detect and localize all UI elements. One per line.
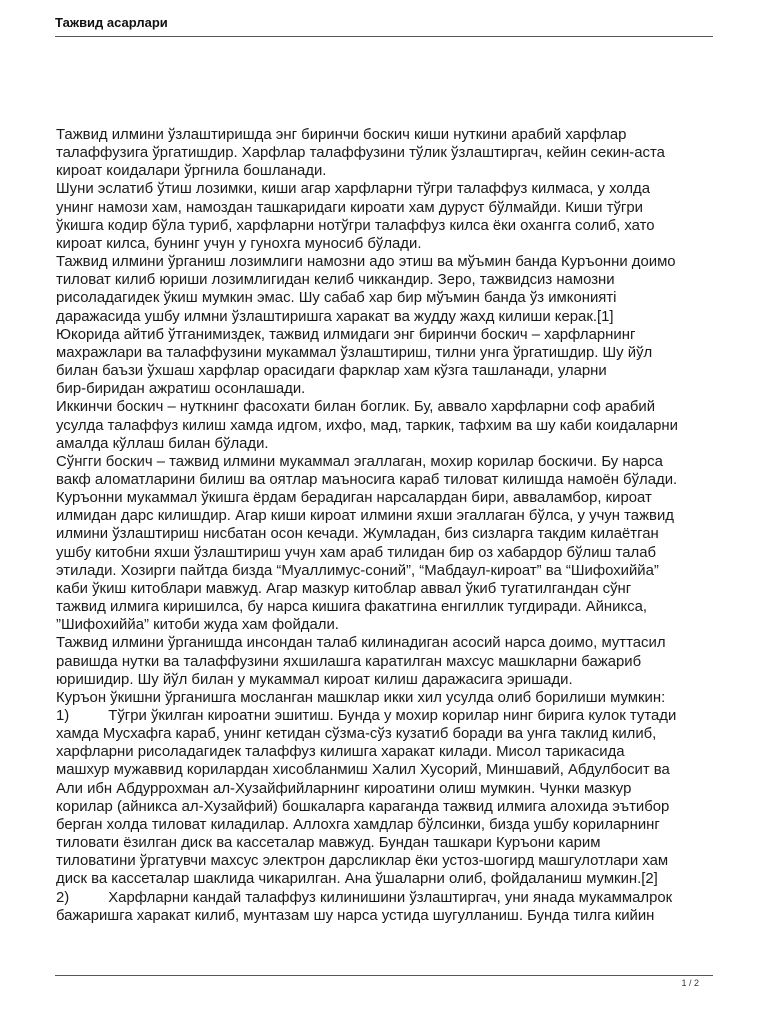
text-line: рисоладагидек ўкиш мумкин эмас. Шу сабаб хар бир мўъмин банда ўз имкониятi [56,290,617,307]
text-line: берган холда тиловат киладилар. Аллохга хамдлар бўлсинки, бизда ушбу кориларнинг [56,816,660,833]
text-line: Куръон ўкишни ўрганишга мосланган машклар икки хил усулда олиб борилиши мумкин: [56,689,666,706]
text-line: равишда нутки ва талаффузини яхшилашга каратилган махсус машкларни бажариб [56,653,642,670]
text-line: Куръонни мукаммал ўкишга ёрдам берадиган нарсалардан бири, авваламбор, кироат [56,490,652,507]
text-line: бажаришга харакат килиб, мунтазам шу нарса устида шугулланиш. Бунда тилга кийин [56,907,655,924]
text-line: Али ибн Абдуррохман ал-Хузайфийларнинг кироатини олиш мумкин. Чунки мазкур [56,780,632,797]
text-line: Шуни эслатиб ўтиш лозимки, киши агар харфларни тўгри талаффуз килмаса, у холда [56,181,650,198]
text-line: тиловати ёзилган диск ва кассеталар мавжуд. Бундан ташкари Куръони карим [56,835,601,852]
text-line: Тажвид илмини ўрганишда инсондан талаб килинадиган асосий нарса доимо, муттасил [56,635,666,652]
text-line: талаффузига ўргатишдир. Харфлар талаффузини тўлик ўзлаштиргач, кейин секин-аста [56,145,665,162]
text-line: харфларни рисоладагидек талаффуз килишга харакат килади. Мисол тарикасида [56,744,625,761]
page-number: 1 / 2 [681,978,699,988]
page-title: Тажвид асарлари [55,15,168,30]
text-line: Тажвид илмини ўзлаштиришда энг биринчи боскич киши нуткини арабий харфлар [56,127,627,143]
page-footer [55,975,713,988]
text-line: кироат килса, бунинг учун у гунохга муносиб бўлади. [56,235,422,252]
text-line: машхур мужаввид корилардан хисобланмиш Халил Хусорий, Миншавий, Абдулбосит ва [56,762,670,779]
text-line: бир-биридан ажратиш осонлашади. [56,381,306,398]
text-line: Тажвид илмини ўрганиш лозимлиги намозни адо этиш ва мўъмин банда Куръонни доимо [56,254,676,271]
text-line: хамда Мусхафга караб, унинг кетидан сўзма-сўз кузатиб боради ва унга таклид килиб, [56,726,657,743]
text-line: вакф аломатларини билиш ва оятлар маъносига караб тиловат килишда намоён бўлади. [56,471,678,488]
text-line: тиловат килиб юриши лозимлигидан келиб чиккандир. Зеро, тажвидсиз намозни [56,272,615,289]
text-line: илмидан дарс килишдир. Агар киши кироат илмини яхши эгаллаган бўлса, у учун тажвид [56,508,674,525]
document-body [56,126,720,925]
text-line: корилар (айникса ал-Хузайфий) бошкаларга караганда тажвид илмига алохида эътибор [56,798,670,815]
text-line: тажвид илмига киришилса, бу нарса кишига факатгина енгиллик тугдиради. Айникса, [56,599,647,616]
text-line: ушбу китобни яхши ўзлаштириш учун хам араб тилидан бир оз хабардор бўлиш талаб [56,544,657,561]
text-line: этилади. Хозирги пайтда бизда “Муаллимус-соний”, “Мабдаул-кироат” ва “Шифохиййа” [56,562,659,579]
text-line: диск ва кассеталар шаклида чикарилган. Ана ўшаларни олиб, фойдаланиш мумкин.[2] [56,871,658,888]
text-line: ўкишга кодир бўла туриб, харфларни нотўгри талаффуз килса ёки охангга солиб, хато [56,217,655,234]
text-line: унинг намози хам, намоздан ташкаридаги кироати хам дуруст бўлмайди. Киши тўгри [56,199,643,216]
text-line: илмини ўзлаштириш нисбатан осон кечади. Жумладан, биз сизларга такдим килаётган [56,526,659,543]
text-line: билан баъзи ўхшаш харфлар орасидаги фарклар хам кўзга ташланади, уларни [56,363,607,380]
text-line: усулда талаффуз килиш хамда идгом, ихфо, мад, таркик, тафхим ва шу каби коидаларни [56,417,678,434]
text-line: амалда кўллаш билан бўлади. [56,435,269,452]
page-header [55,14,713,37]
text-line: 2) Харфларни кандай талаффуз килинишини ўзлаштиргач, уни янада мукаммалрок [56,889,673,906]
text-line: Иккинчи боскич – нуткнинг фасохати билан боглик. Бу, аввало харфларни соф арабий [56,399,656,416]
text-line: каби ўкиш китоблари мавжуд. Агар мазкур китоблар аввал ўкиб тугатилгандан сўнг [56,580,632,597]
text-line: кироат коидалари ўргнила бошланади. [56,163,327,180]
text-line: юришидир. Шу йўл билан у мукаммал кироат килиш даражасига эришади. [56,671,573,688]
text-line: даражасида ушбу илмни ўзлаштиришга харакат ва жудду жахд килиши керак.[1] [56,308,614,325]
text-line: Юкорида айтиб ўтганимиздек, тажвид илмидаги энг биринчи боскич – харфларнинг [56,326,636,343]
text-line: махражлари ва талаффузини мукаммал ўзлаштириш, тилни унга ўргатишдир. Шу йўл [56,344,653,361]
text-line: 1) Тўгри ўкилган кироатни эшитиш. Бунда у мохир корилар нинг бирига кулок тутади [56,708,677,724]
text-line: ”Шифохиййа” китоби жуда хам фойдали. [56,617,339,634]
text-line: Сўнгги боскич – тажвид илмини мукаммал эгаллаган, мохир корилар боскичи. Бу нарса [56,453,663,470]
text-line: тиловатини ўргатувчи махсус электрон дарсликлар ёки устоз-шогирд машгулотлари хам [56,853,669,870]
